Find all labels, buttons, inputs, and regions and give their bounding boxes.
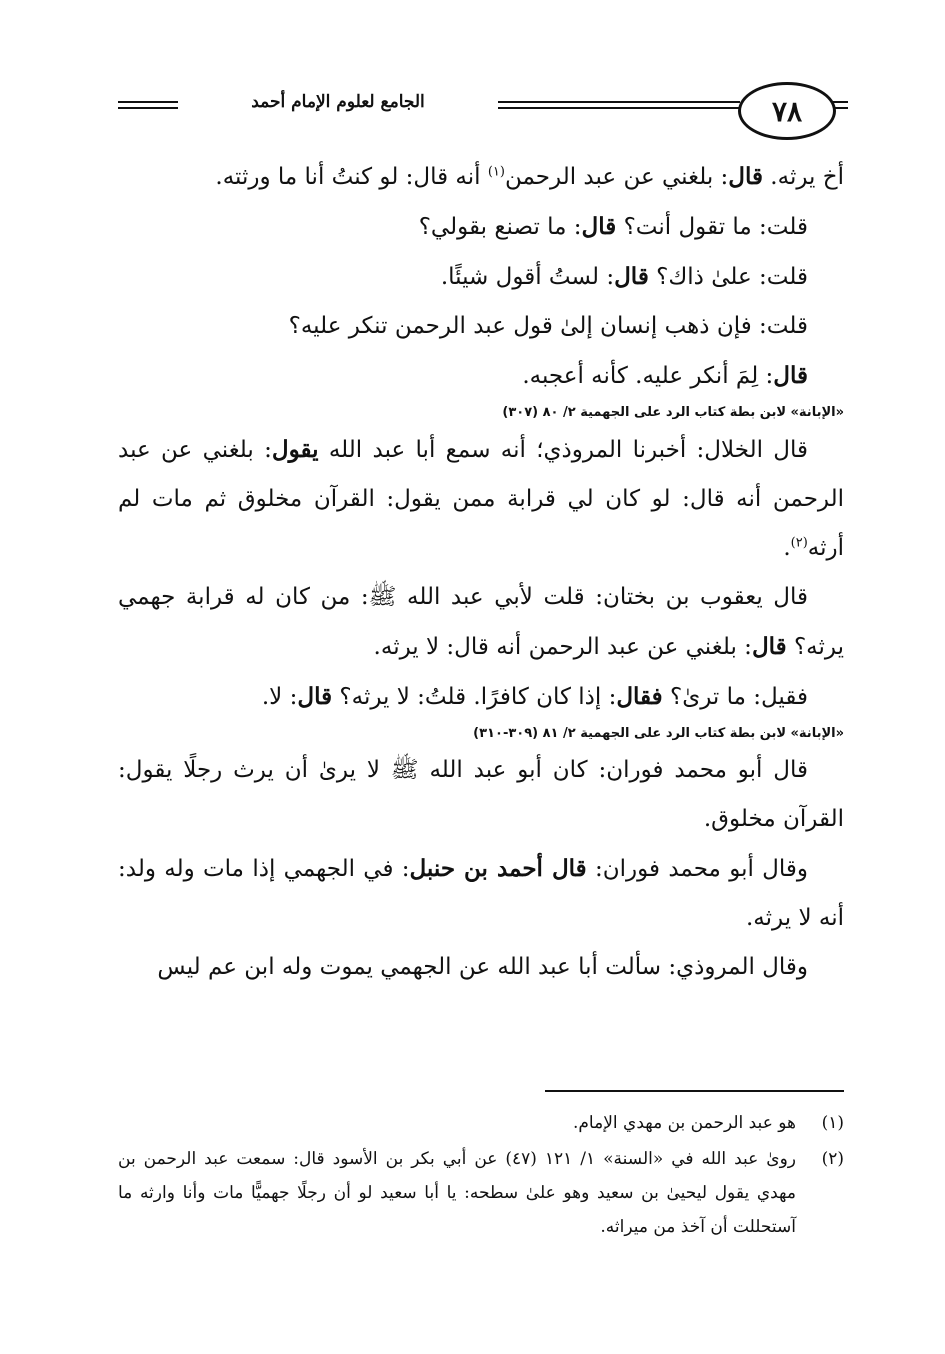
text-run: : إذا كان كافرًا. قلتُ: لا يرثه؟ — [332, 684, 617, 710]
bold-yaqul: يقول — [271, 436, 319, 463]
bold-qal: قال — [297, 683, 333, 710]
paragraph — [118, 844, 844, 943]
source-citation: «الإبانة» لابن بطة كتاب الرد على الجهمية ٢/ ٨١ (٣٠٩-٣١٠) — [473, 726, 844, 741]
text-run: : في الجهمي إذا مات وله ولد: أنه لا يرثه. — [118, 856, 844, 931]
bold-qal: قال — [773, 362, 808, 389]
footnote-number: (٢) — [821, 1149, 844, 1169]
text-run: قال الخلال: أخبرنا المروذي؛ أنه سمع أبا عبد الله — [318, 437, 809, 463]
paragraph — [118, 152, 844, 202]
text-run: وقال أبو محمد فوران: — [586, 856, 808, 882]
header-rule-left-top — [118, 101, 178, 103]
text-run: . — [783, 535, 791, 561]
paragraph: قلت: فإن ذهب إنسان إلىٰ قول عبد الرحمن تنكر عليه؟ — [288, 313, 808, 339]
text-run: قال يعقوب بن بختان: قلت لأبي عبد الله ﷺ: من كان له قرابة جهمي يرثه؟ — [118, 584, 844, 660]
paragraph: قال أبو محمد فوران: كان أبو عبد الله ﷺ لا يرىٰ أن يرث رجلًا يقول: القرآن مخلوق. — [118, 757, 844, 832]
page-number: ٧٨ — [738, 82, 836, 140]
footnotes — [118, 1106, 844, 1246]
bold-qal: قال — [581, 213, 617, 240]
paragraph — [118, 351, 844, 401]
paragraph — [118, 202, 844, 252]
main-text — [118, 152, 844, 992]
footnote-ref: (٢) — [790, 535, 808, 551]
running-title: الجامع لعلوم الإمام أحمد — [178, 92, 498, 112]
footnote-separator — [545, 1090, 844, 1092]
bold-qal: قال — [614, 263, 649, 290]
header-rule-left-bottom — [118, 107, 178, 109]
text-run: : بلغني عن عبد الرحمن أنه قال: لو كان لي قرابة ممن يقول: القرآن مخلوق ثم مات لم أرثه — [118, 437, 844, 561]
text-run: : لا. — [261, 684, 298, 710]
text-run: قلت: ما تقول أنت؟ — [616, 214, 808, 240]
text-run: فقيل: ما ترىٰ؟ — [662, 684, 808, 710]
footnote-text: هو عبد الرحمن بن مهدي الإمام. — [572, 1113, 796, 1133]
paragraph — [118, 573, 844, 672]
text-run: : بلغني عن عبد الرحمن أنه قال: لا يرثه. — [373, 634, 752, 660]
paragraph — [118, 672, 844, 722]
text-run: أخ يرثه. — [763, 164, 844, 190]
footnote-text: روىٰ عبد الله في «السنة» ١/ ١٢١ (٤٧) عن أبي بكر بن الأسود قال: سمعت عبد الرحمن بن مهدي يقول ليحيىٰ بن سعيد وهو علىٰ سطحه: يا أبا سعيد لو أن رجلًا جهميًّا مات وأنا وارثه ما آستحللت أن آخذ من ميراثه. — [118, 1149, 796, 1237]
page-header — [118, 76, 848, 140]
paragraph — [118, 425, 844, 573]
footnote-number: (١) — [821, 1113, 844, 1133]
source-citation: «الإبانة» لابن بطة كتاب الرد على الجهمية ٢/ ٨٠ (٣٠٧) — [502, 405, 844, 420]
bold-quote-attribution: قال أحمد بن حنبل — [409, 855, 587, 882]
bold-qal: قال — [728, 163, 763, 190]
text-run: : ما تصنع بقولي؟ — [418, 214, 582, 240]
footnote — [118, 1142, 844, 1244]
bold-faqal: فقال — [616, 683, 663, 710]
footnote — [118, 1106, 844, 1140]
text-run: قلت: علىٰ ذاك؟ — [648, 264, 808, 290]
text-run: أنه قال: لو كنتُ أنا ما ورثته. — [215, 164, 488, 190]
text-run: : لِمَ أنكر عليه. كأنه أعجبه. — [522, 363, 774, 389]
paragraph — [118, 252, 844, 302]
footnote-ref: (١) — [487, 164, 505, 180]
text-run: : بلغني عن عبد الرحمن — [504, 164, 729, 190]
text-run: : لستُ أقول شيئًا. — [440, 264, 615, 290]
paragraph: وقال المروذي: سألت أبا عبد الله عن الجهمي يموت وله ابن عم ليس — [157, 954, 808, 980]
bold-qal: قال — [751, 633, 787, 660]
